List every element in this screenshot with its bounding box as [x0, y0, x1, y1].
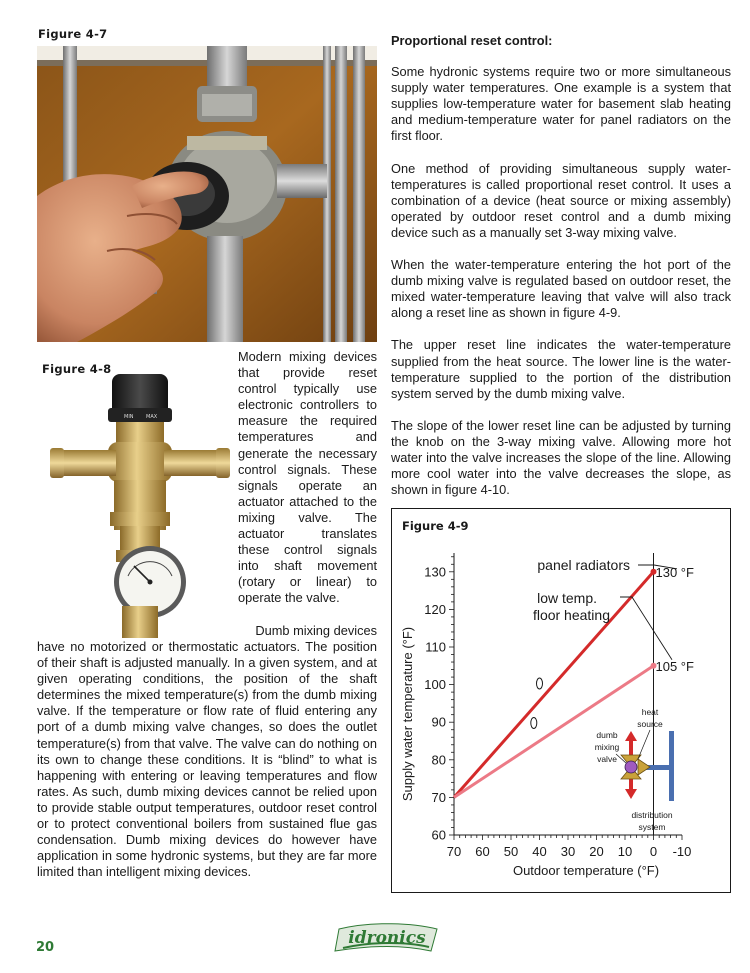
- logo-text: idronics: [348, 928, 426, 948]
- inset-leader-heat: [638, 730, 650, 759]
- x-axis-label: Outdoor temperature (°F): [512, 863, 660, 878]
- y-tick-label: 70: [431, 789, 446, 805]
- x-tick-label: 70: [446, 844, 462, 859]
- y-tick-label: 80: [431, 752, 446, 768]
- annotation-105f: 105 °F: [655, 658, 694, 674]
- inset-system-label: system: [638, 822, 666, 832]
- wrap-paragraph-dumb-mixing-start: Dumb mixing devices: [255, 623, 377, 638]
- inset-dumb-label: dumb: [596, 730, 618, 740]
- legend-low-temp: low temp.: [537, 590, 597, 606]
- paragraph-3: When the water-temperature entering the hot port of the dumb mixing valve is regulated based on outdoor reset, the mixed water-temperature leaving that valve will also track along a reset line as shown in figure 4-9.: [391, 257, 731, 321]
- wrap-paragraph-modern-mixing: Modern mixing devices that provide reset control typically use electronic controllers to measure the required temperatures and generate the necessary control signals. These signals operate an actuator attached to the mixing valve. The actuator translates these control signals into shaft movement (rotary or linear) to operate the valve.: [238, 349, 377, 606]
- idronics-logo: [333, 921, 441, 962]
- inset-source-label: source: [637, 719, 663, 729]
- knob-max-label: MAX: [146, 414, 158, 420]
- knob-min-label: MIN: [124, 414, 134, 420]
- inset-valve-side: [638, 759, 650, 775]
- x-tick-label: 10: [617, 844, 633, 859]
- page-number: 20: [36, 940, 55, 955]
- y-tick-label: 110: [425, 639, 446, 655]
- x-tick-label: 60: [475, 844, 490, 859]
- y-tick-label: 90: [431, 714, 446, 730]
- figure-4-7-label: Figure 4-7: [38, 27, 108, 41]
- x-tick-label: 40: [532, 844, 547, 859]
- slope-marker-upper: [537, 678, 543, 689]
- y-axis-label: Supply water temperature (°F): [400, 626, 415, 802]
- legend-floor-heating: floor heating: [532, 607, 610, 623]
- figure-4-8-label: Figure 4-8: [42, 362, 112, 376]
- y-tick-label: 130: [424, 564, 446, 580]
- paragraph-4: The upper reset line indicates the water-temperature supplied from the heat source. The lower line is the water-temperature supplied to the portion of the distribution system served by the dumb mixing valve.: [391, 337, 731, 401]
- x-tick-label: 50: [503, 844, 519, 859]
- idronics-logo-mark: [333, 921, 441, 957]
- annotation-130f: 130 °F: [655, 564, 694, 580]
- paragraph-5: The slope of the lower reset line can be adjusted by turning the knob on the 3-way mixing valve. Allowing more hot water into the valve increases the slope of the line. Allowing more cool water into the valve decreases the slope, as shown in figure 4-10.: [391, 417, 731, 498]
- inset-arrow-up-icon: [625, 731, 637, 741]
- y-tick-label: 60: [431, 827, 446, 843]
- valve-inset-diagram: [595, 707, 674, 832]
- y-tick-label: 100: [424, 677, 446, 693]
- leader-floor-heating: [620, 597, 672, 660]
- hand-on-valve-illustration: [37, 46, 377, 342]
- x-tick-label: 20: [589, 844, 604, 859]
- figure-4-7-photo: [37, 46, 377, 342]
- right-column-text: [391, 33, 731, 514]
- x-tick-label: 0: [649, 844, 658, 859]
- reset-line-chart: [392, 509, 730, 892]
- paragraph-dumb-mixing-devices: have no motorized or thermostatic actuators. The position of their shaft is adjusted manually. In a given system, and at given operating conditions, the position of the shaft determines the mixed temperature(s) from the dumb mixing valve. If the temperature or flow rate of fluid entering any port of a dumb mixing valve changes, so does the outlet temperature(s) from that valve. The valve can do nothing on its own to change these conditions. It is “blind” to what is happening with entering or leaving temperatures and flow rates. As such, dumb mixing devices cannot be relied upon to provide stable output temperatures, outdoor reset control or to protect conventional boilers from sustained flue gas condensation. Dumb mixing devices do however have application in some hydronic systems, but they are far more limited than intelligent mixing devices.: [37, 639, 377, 880]
- mixing-valve-gauge-illustration: [50, 370, 230, 638]
- figure-4-9-label: Figure 4-9: [402, 519, 469, 533]
- figure-4-9-chart: [391, 508, 731, 893]
- y-tick-label: 120: [424, 601, 446, 617]
- inset-heat-label: heat: [641, 707, 659, 717]
- inset-distribution-label: distribution: [631, 810, 673, 820]
- figure-4-8-photo: [50, 370, 230, 638]
- inset-mixing-label: mixing: [594, 742, 620, 752]
- slope-marker-lower: [531, 717, 537, 728]
- x-tick-label: 30: [560, 844, 576, 859]
- inset-valve-label: valve: [597, 754, 617, 764]
- legend-panel-radiators: panel radiators: [537, 557, 630, 573]
- section-heading: Proportional reset control:: [391, 33, 553, 48]
- paragraph-2: One method of providing simultaneous supply water-temperatures is called proportional reset control. It uses a combination of a device (heat source or mixing assembly) operated by outdoor reset control and a dumb mixing device such as a manually set 3-way mixing valve.: [391, 160, 731, 240]
- inset-arrow-down-icon: [625, 789, 637, 799]
- inset-valve-knob-icon: [625, 761, 637, 773]
- paragraph-1: Some hydronic systems require two or more simultaneous supply water temperatures. One example is a system that supplies low-temperature water for basement slab heating and medium-temperature water for panel radiators on the first floor.: [391, 64, 731, 144]
- x-tick-label: -10: [672, 844, 692, 859]
